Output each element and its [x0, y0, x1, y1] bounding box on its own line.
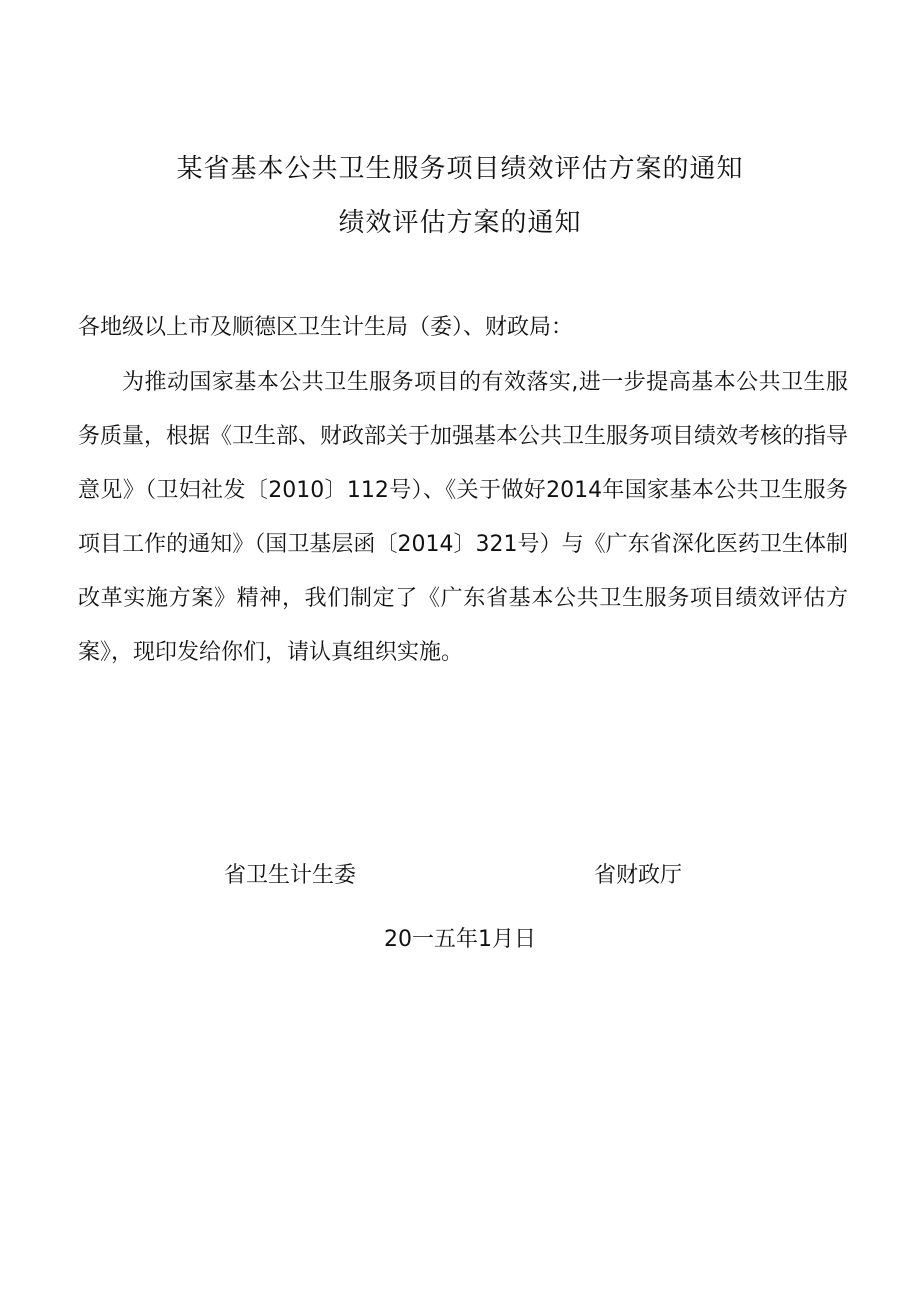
signatory-finance-department: 省财政厅	[594, 863, 683, 888]
document-subtitle: 绩效评估方案的通知	[338, 208, 582, 238]
document-date: 20一五年1月日	[384, 927, 536, 952]
signatory-health-commission: 省卫生计生委	[224, 863, 357, 888]
body-paragraph: 为推动国家基本公共卫生服务项目的有效落实,进一步提高基本公共卫生服务质量，根据《卫生部、财政部关于加强基本公共卫生服务项目绩效考核的指导意见》（卫妇社发〔2010〕112号）、《关于做好2014年国家基本公共卫生服务项目工作的通知》（国卫基层函〔2014〕321号）与《广东省深化医药卫生体制改革实施方案》精神，我们制定了《广东省基本公共卫生服务项目绩效评估方案》，现印发给你们，请认真组织实施。	[78, 370, 849, 665]
document-title: 某省基本公共卫生服务项目绩效评估方案的通知	[176, 154, 744, 184]
salutation: 各地级以上市及顺德区卫生计生局（委）、财政局：	[78, 315, 574, 340]
